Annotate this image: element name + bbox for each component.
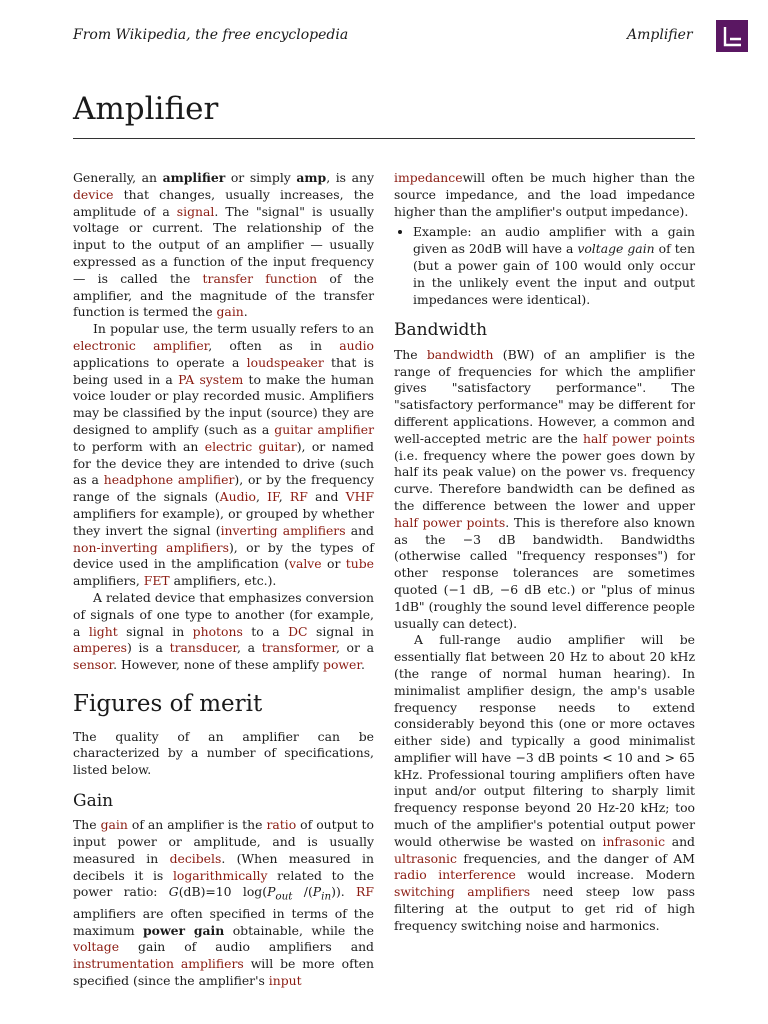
link-power[interactable]: power <box>323 657 361 673</box>
book-logo-icon <box>716 20 748 52</box>
intro-paragraph-2: In popular use, the term usually refers to an electronic amplifier, often as in audio applications to operate a loudspeaker that is being used in a PA system to make the human voice louder or play recorded music. Amplifiers may be classified by the input (source) they are designed to amplify (such as a guitar amplifier to perform with an electric guitar), or named for the device they are intended to drive (such as a headphone amplifier), or by the frequency range of the signals (Audio, IF, RF and VHF amplifiers for example), or grouped by whether they invert the signal (inverting amplifiers and non-inverting amplifiers), or by the types of device used in the amplification (valve or tube amplifiers, FET amplifiers, etc.). <box>73 321 375 589</box>
link-audio[interactable]: audio <box>339 337 374 353</box>
left-column <box>73 170 374 990</box>
link-electronic-amplifier[interactable]: electronic amplifier <box>73 337 209 353</box>
title-rule <box>73 138 695 139</box>
link-tube[interactable]: tube <box>345 556 374 572</box>
link-transducer[interactable]: transducer <box>169 640 237 656</box>
link-photons[interactable]: photons <box>192 623 243 639</box>
link-dc[interactable]: DC <box>288 623 308 639</box>
link-half-power-points-2[interactable]: half power points <box>394 514 506 530</box>
link-voltage[interactable]: voltage <box>73 939 120 955</box>
link-non-inverting-amplifiers[interactable]: non-inverting amplifiers <box>73 539 229 555</box>
gain-paragraph-continued: impedancewill often be much higher than the source impedance, and the load impedance higher than the amplifier's output impedance). <box>394 170 695 219</box>
intro-paragraph-1: Generally, an amplifier or simply amp, is any device that changes, usually increases, the amplitude of a signal. The "signal" is usually voltage or current. The relationship of the input to the output of an amplifier — usually expressed as a function of the input frequency — is called the transfer function of the amplifier, and the magnitude of the transfer function is termed the gain. <box>73 170 374 320</box>
link-instrumentation-amplifiers[interactable]: instrumentation amplifiers <box>73 956 244 972</box>
link-if[interactable]: IF <box>267 489 279 505</box>
link-decibels[interactable]: decibels <box>169 850 222 866</box>
figures-paragraph: The quality of an amplifier can be characterized by a number of specifications, listed below. <box>73 728 374 778</box>
link-logarithmically[interactable]: logarithmically <box>172 867 268 883</box>
bandwidth-paragraph-1: The bandwidth (BW) of an amplifier is the range of frequencies for which the amplifier gives "satisfactory performance". The "satisfactory performance" may be different for different applications. However, a common and well-accepted metric are the half power points (i.e. frequency where the power goes down by half its peak value) on the power vs. frequency curve. Therefore bandwidth can be defined as the difference between the lower and upper half power points. This is therefore also known as the −3 dB bandwidth. Bandwidths (otherwise called "frequency responses") for other response tolerances are sometimes quoted (−1 dB, −6 dB etc.) or "plus of minus 1dB" (roughly the sound level difference people usually can detect). <box>394 346 695 631</box>
link-electric-guitar[interactable]: electric guitar <box>204 438 297 454</box>
bandwidth-paragraph-2: A full-range audio amplifier will be essentially flat between 20 Hz to about 20 kHz (the range of normal human hearing). In minimalist amplifier design, the amp's usable frequency response needs to extend considerably beyond this (one or more octaves either side) and typically a good minimalist amplifier will have −3 dB points < 10 and > 65 kHz. Professional touring amplifiers often have input and/or output filtering to sharply limit frequency response beyond 20 Hz-20 kHz; too much of the amplifier's potential output power would otherwise be wasted on infrasonic and ultrasonic frequencies, and the danger of AM radio interference would increase. Modern switching amplifiers need steep low pass filtering at the output to get rid of high frequency switching noise and harmonics. <box>394 632 695 933</box>
link-signal[interactable]: signal <box>176 203 215 219</box>
link-ultrasonic[interactable]: ultrasonic <box>394 850 457 866</box>
link-pa-system[interactable]: PA system <box>178 371 244 387</box>
link-half-power-points[interactable]: half power points <box>582 430 695 446</box>
link-inverting-amplifiers[interactable]: inverting amplifiers <box>220 522 346 538</box>
link-fet[interactable]: FET <box>143 573 170 589</box>
list-item: • Example: an audio amplifier with a gain given as 20dB will have a voltage gain of ten (but a power gain of 100 would only occur in the unlikely event the input and output impedances were identical). <box>413 224 695 308</box>
link-ratio[interactable]: ratio <box>266 817 297 833</box>
link-valve[interactable]: valve <box>288 556 322 572</box>
link-gain[interactable]: gain <box>216 304 244 320</box>
right-column-flow <box>394 170 695 935</box>
link-rf-2[interactable]: RF <box>356 884 374 900</box>
link-gain-2[interactable]: gain <box>100 817 128 833</box>
gain-formula: G(dB)=10 $\log(P_{out}$ $/(P_{in})$). <box>168 884 345 903</box>
gain-paragraph: The gain of an amplifier is the ratio of output to input power or amplitude, and is usually measured in decibels. (When measured in decibels it is logarithmically related to the power ratio: G(dB)=10 $\log(P_{out}$ $/(P_{in})$). RF amplifiers are often specified in terms of the maximum power gain obtainable, while the voltage gain of audio amplifiers and instrumentation amplifiers will be more often specified (since the amplifier's input <box>73 817 374 988</box>
intro-paragraph-3: A related device that emphasizes conversion of signals of one type to another (for example, a light signal in photons to a DC signal in amperes) is a transducer, a transformer, or a sensor. However, none of these amplify power. <box>73 589 375 673</box>
link-device[interactable]: device <box>73 186 114 202</box>
link-light[interactable]: light <box>88 623 118 639</box>
link-vhf[interactable]: VHF <box>345 489 374 505</box>
link-infrasonic[interactable]: infrasonic <box>602 833 666 849</box>
link-radio-interference[interactable]: radio interference <box>394 867 516 883</box>
subsection-heading-bandwidth: Bandwidth <box>394 320 488 341</box>
header-running-title: Amplifier <box>627 27 693 43</box>
link-amperes[interactable]: amperes <box>73 640 128 656</box>
link-transformer[interactable]: transformer <box>261 640 336 656</box>
gain-example-list <box>394 224 695 308</box>
link-rf[interactable]: RF <box>289 489 308 505</box>
link-transfer-function[interactable]: transfer function <box>202 270 318 286</box>
link-sensor[interactable]: sensor <box>73 657 114 673</box>
link-audio-range[interactable]: Audio <box>219 489 256 505</box>
link-guitar-amplifier[interactable]: guitar amplifier <box>274 421 375 437</box>
header-source: From Wikipedia, the free encyclopedia <box>73 27 349 43</box>
page-title: Amplifier <box>73 91 219 127</box>
link-headphone-amplifier[interactable]: headphone amplifier <box>103 472 235 488</box>
link-loudspeaker[interactable]: loudspeaker <box>246 354 324 370</box>
subsection-heading-gain: Gain <box>73 790 114 811</box>
link-input-impedance[interactable]: input <box>268 972 302 988</box>
section-heading-figures-of-merit: Figures of merit <box>73 690 263 717</box>
right-column <box>394 170 695 935</box>
link-switching-amplifiers[interactable]: switching amplifiers <box>394 884 531 900</box>
link-input-impedance[interactable]: impedance <box>394 170 463 185</box>
link-bandwidth[interactable]: bandwidth <box>426 346 494 362</box>
